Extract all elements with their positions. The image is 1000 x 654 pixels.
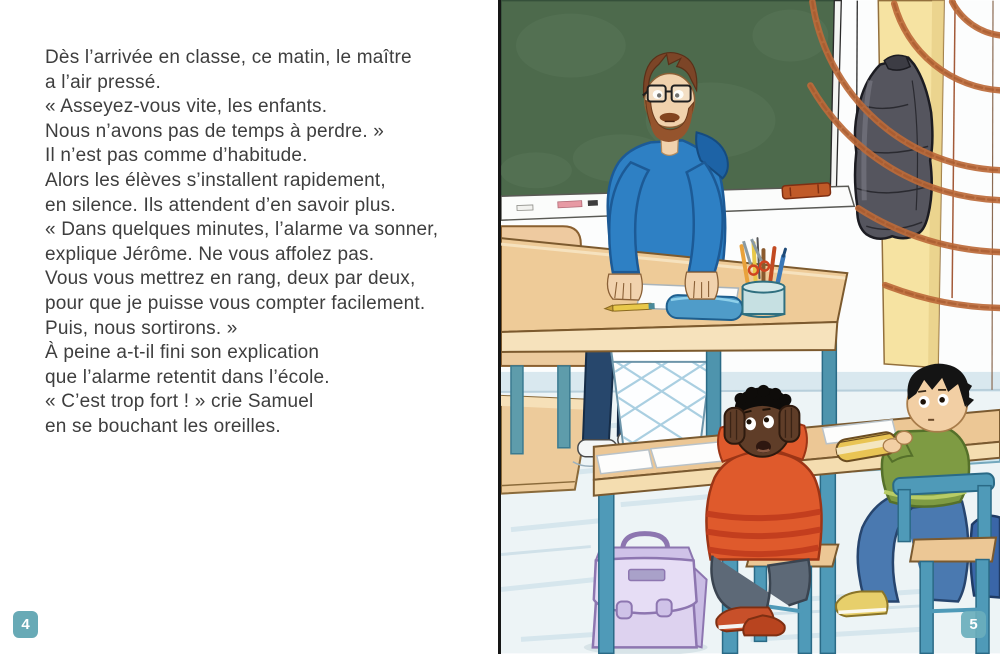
text-line: « C’est trop fort ! » crie Samuel	[45, 391, 314, 413]
text-line: que l’alarme retentit dans l’école.	[45, 366, 330, 388]
text-line: Vous vous mettrez en rang, deux par deux,	[45, 268, 416, 290]
story-text	[45, 46, 485, 440]
page-number-badge-left: 4	[13, 611, 38, 638]
left-page	[0, 0, 498, 654]
boy-shoes	[836, 591, 888, 616]
text-line: Nous n’avons pas de temps à perdre. »	[45, 120, 385, 142]
text-line: en silence. Ils attendent d’en savoir plus.	[45, 194, 396, 216]
text-line: « Dans quelques minutes, l’alarme va sonner,	[45, 219, 439, 241]
text-line: en se bouchant les oreilles.	[45, 415, 281, 437]
text-line: Il n’est pas comme d’habitude.	[45, 145, 308, 167]
page-number-badge-right: 5	[961, 611, 986, 638]
text-line: explique Jérôme. Ne vous affolez pas.	[45, 243, 375, 265]
text-line: a l’air pressé.	[45, 71, 161, 93]
text-line: Dès l’arrivée en classe, ce matin, le maître	[45, 47, 412, 68]
text-line: Puis, nous sortirons. »	[45, 317, 238, 339]
board-eraser	[782, 183, 831, 199]
text-line: « Asseyez-vous vite, les enfants.	[45, 96, 328, 118]
text-line: À peine a-t-il fini son explication	[45, 342, 320, 364]
right-page	[501, 0, 1000, 654]
text-line: Alors les élèves s’installent rapidement,	[45, 169, 386, 191]
text-line: pour que je puisse vous compter facilement.	[45, 292, 426, 314]
classroom-illustration	[501, 0, 1000, 654]
